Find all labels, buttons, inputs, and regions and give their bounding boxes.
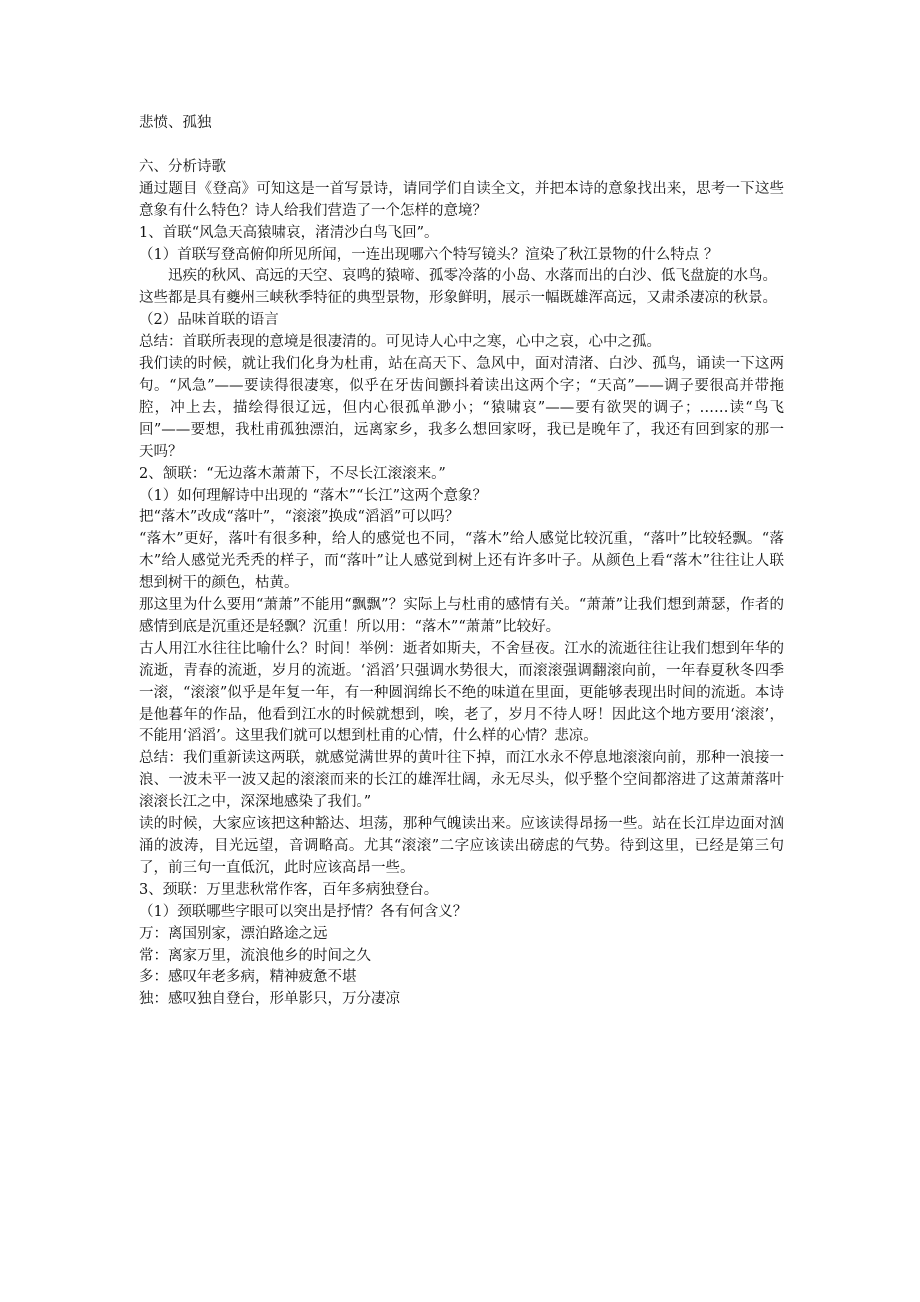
- list-item-duo: 多：感叹年老多病，精神疲惫不堪: [139, 969, 357, 986]
- paragraph-river-time: 古人用江水往往比喻什么？时间！举例：逝者如斯夫，不舍昼夜。江水的流逝往往让我们想到年华的流逝，青春的流逝，岁月的流逝。‘滔滔’只强调水势很大，而滚滚强调翻滚向前，一年春夏秋冬四季一滚，“滚滚”似乎是年复一年，有一种圆润绵长不绝的味道在里面，更能够表现出时间的流逝。本诗是他暮年的作品，他看到江水的时候就想到，唉，老了，岁月不待人呀！因此这个地方要用‘滚滚’，不能用‘滔滔’。这里我们就可以想到杜甫的心情，什么样的心情？悲凉。: [139, 640, 784, 745]
- paragraph-summary-feeling: 悲愤、孤独: [139, 115, 212, 131]
- paragraph-xiaoxiao: 那这里为什么要用“萧萧”不能用“飘飘”？实际上与杜甫的感情有关。“萧萧”让我们想到萧瑟，作者的感情到底是沉重还是轻飘？沉重！所以用：“落木”“萧萧”比较好。: [139, 597, 784, 635]
- question-word-replacement: 把“落木”改成“落叶”，“滚滚”换成“滔滔”可以吗？: [139, 509, 460, 526]
- paragraph-reading-guide-1: 我们读的时候，就让我们化身为杜甫，站在高天下、急风中，面对清渚、白沙、孤鸟，诵读一下这两句。“风急”——要读得很凄寒，似乎在牙齿间颤抖着读出这两个字；“天高”——调子要很高并带拖腔，冲上去，描绘得很辽远，但内心很孤单渺小；“猿啸哀”——要有欲哭的调子；……读“鸟飞回”——要想，我杜甫孤独漂泊，远离家乡，我多么想回家呀，我已是晚年了，我还有回到家的那一天吗？: [139, 356, 784, 460]
- document-page: [139, 113, 784, 1011]
- heading-first-couplet: 1、首联“风急天高猿啸哀，渚清沙白鸟飞回”。: [139, 224, 439, 241]
- question-second-couplet-1: （1）如何理解诗中出现的 “落木”“长江”这两个意象？: [139, 487, 487, 504]
- summary-first-couplet: 总结：首联所表现的意境是很凄清的。可见诗人心中之寒，心中之哀，心中之孤。: [139, 334, 661, 351]
- list-item-du: 独：感叹独自登台，形单影只，万分凄凉: [139, 991, 400, 1008]
- blank-line: [139, 135, 784, 157]
- list-item-chang: 常：离家万里，流浪他乡的时间之久: [139, 947, 371, 964]
- answer-six-images: 迅疾的秋风、高远的天空、哀鸣的猿啼、孤零冷落的小岛、水落而出的白沙、低飞盘旋的水鸟。: [168, 268, 777, 285]
- question-first-couplet-2: （2）品味首联的语言: [139, 312, 279, 329]
- paragraph-intro: 通过题目《登高》可知这是一首写景诗，请同学们自读全文，并把本诗的意象找出来，思考一下这些意象有什么特色？诗人给我们营造了一个怎样的意境？: [139, 180, 784, 219]
- summary-second-couplet: 总结：我们重新读这两联，就感觉满世界的黄叶往下掉，而江水永不停息地滚滚向前，那种一浪接一浪、一波未平一波又起的滚滚而来的长江的雄浑壮阔，永无尽头，似乎整个空间都溶进了这萧萧落叶滚滚长江之中，深深地感染了我们。”: [139, 750, 784, 811]
- section-heading-analysis: 六、分析诗歌: [139, 158, 226, 175]
- list-item-wan: 万：离国别家，漂泊路途之远: [139, 925, 328, 942]
- paragraph-falling-wood: “落木”更好，落叶有很多种，给人的感觉也不同，“落木”给人感觉比较沉重，“落叶”比较轻飘。“落木”给人感觉光秃秃的样子，而“落叶”让人感觉到树上还有许多叶子。从颜色上看“落木”往往让人联想到树干的颜色，枯黄。: [139, 531, 784, 592]
- heading-second-couplet: 2、颔联：“无边落木萧萧下，不尽长江滚滚来。”: [139, 465, 446, 482]
- heading-third-couplet: 3、颈联：万里悲秋常作客，百年多病独登台。: [139, 881, 439, 898]
- question-first-couplet-1: （1）首联写登高俯仰所见所闻，一连出现哪六个特写镜头？渲染了秋江景物的什么特点 ？: [139, 246, 719, 263]
- paragraph-typical-scenery: 这些都是具有夔州三峡秋季特征的典型景物，形象鲜明，展示一幅既雄浑高远，又肃杀凄凉的秋景。: [139, 290, 777, 307]
- question-third-couplet-1: （1）颈联哪些字眼可以突出是抒情？各有何含义？: [139, 903, 468, 920]
- paragraph-reading-guide-2: 读的时候，大家应该把这种豁达、坦荡，那种气魄读出来。应该读得昂扬一些。站在长江岸边面对汹涌的波涛，目光远望，音调略高。尤其“滚滚”二字应该读出磅虑的气势。待到这里，已经是第三句了，前三句一直低沉，此时应该高昂一些。: [139, 816, 784, 876]
